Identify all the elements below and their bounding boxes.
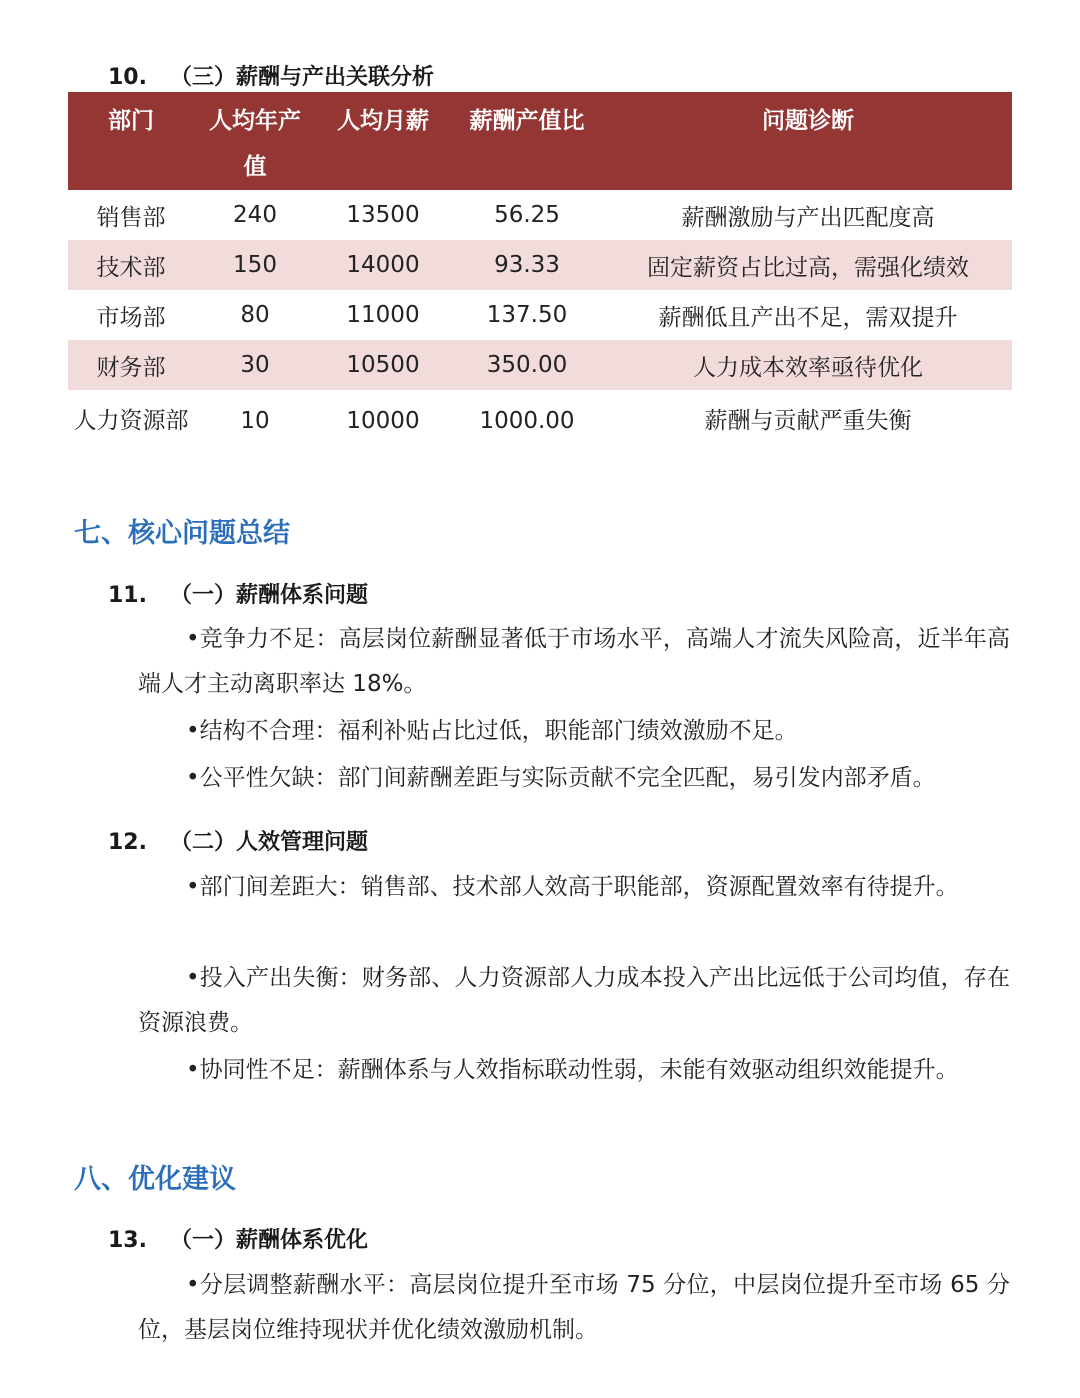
subsection-heading-12 [108,825,368,856]
paragraph-tiered-salary: •分层调整薪酬水平：高层岗位提升至市场 75 分位，中层岗位提升至市场 65 分位，基层岗位维持现状并优化绩效激励机制。 [138,1272,1010,1343]
section-heading-8: 八、优化建议 [74,1164,236,1195]
paragraph-department-gap: •部门间差距大：销售部、技术部人效高于职能部，资源配置效率有待提升。 [186,874,959,900]
cell-diagnosis: 固定薪资占比过高，需强化绩效 [604,240,1012,290]
cell-ratio: 1000.00 [479,408,575,434]
table-header-row [68,92,1012,190]
cell-output: 80 [240,302,270,328]
cell-diagnosis: 薪酬低且产出不足，需双提升 [658,304,958,331]
table-row [68,340,1012,390]
header-monthly-salary: 人均月薪 [316,92,450,190]
cell-department: 技术部 [68,240,194,290]
paragraph-competitiveness: •竞争力不足：高层岗位薪酬显著低于市场水平，高端人才流失风险高，近半年高端人才主动离职率达 18%。 [138,626,1010,697]
cell-diagnosis: 人力成本效率亟待优化 [604,340,1012,390]
header-diagnosis: 问题诊断 [604,92,1012,190]
section-heading-7: 七、核心问题总结 [74,518,290,549]
heading-number: 12. [108,830,147,855]
cell-output: 30 [194,340,316,390]
cell-salary: 10000 [346,408,420,434]
heading-number: 10. [108,65,147,90]
cell-ratio: 93.33 [450,240,604,290]
cell-ratio: 56.25 [494,202,560,228]
cell-salary: 13500 [346,202,420,228]
table-row [68,390,1012,491]
cell-salary: 14000 [316,240,450,290]
cell-output: 150 [194,240,316,290]
heading-title: （三）薪酬与产出关联分析 [170,65,435,90]
paragraph-structure: •结构不合理：福利补贴占比过低，职能部门绩效激励不足。 [186,718,798,744]
cell-diagnosis: 薪酬与贡献严重失衡 [704,408,912,434]
heading-title: （一）薪酬体系问题 [170,583,369,608]
cell-salary: 10500 [316,340,450,390]
subsection-heading-11 [108,578,368,609]
heading-title: （二）人效管理问题 [170,830,369,855]
cell-ratio: 137.50 [486,302,568,328]
cell-department: 财务部 [68,340,194,390]
cell-department: 市场部 [96,304,166,331]
cell-output: 10 [240,408,270,434]
paragraph-input-output: •投入产出失衡：财务部、人力资源部人力成本投入产出比远低于公司均值，存在资源浪费。 [138,965,1010,1036]
header-department: 部门 [68,92,194,190]
table-row [68,290,1012,340]
cell-department: 销售部 [96,204,166,231]
cell-output: 240 [233,202,277,228]
salary-output-table [68,92,1012,491]
table-row [68,190,1012,240]
cell-diagnosis: 薪酬激励与产出匹配度高 [681,204,935,231]
paragraph-fairness: •公平性欠缺：部门间薪酬差距与实际贡献不完全匹配，易引发内部矛盾。 [186,765,936,791]
header-output-per-capita: 人均年产值 [194,92,316,190]
heading-title: （一）薪酬体系优化 [170,1228,369,1253]
header-salary-output-ratio: 薪酬产值比 [450,92,604,190]
cell-department: 人力资源部 [73,408,189,434]
paragraph-synergy: •协同性不足：薪酬体系与人效指标联动性弱，未能有效驱动组织效能提升。 [186,1057,959,1083]
subsection-heading-13 [108,1223,368,1254]
subsection-heading-10 [108,60,434,91]
table-row [68,240,1012,290]
heading-number: 13. [108,1228,147,1253]
cell-salary: 11000 [346,302,420,328]
cell-ratio: 350.00 [450,340,604,390]
heading-number: 11. [108,583,147,608]
